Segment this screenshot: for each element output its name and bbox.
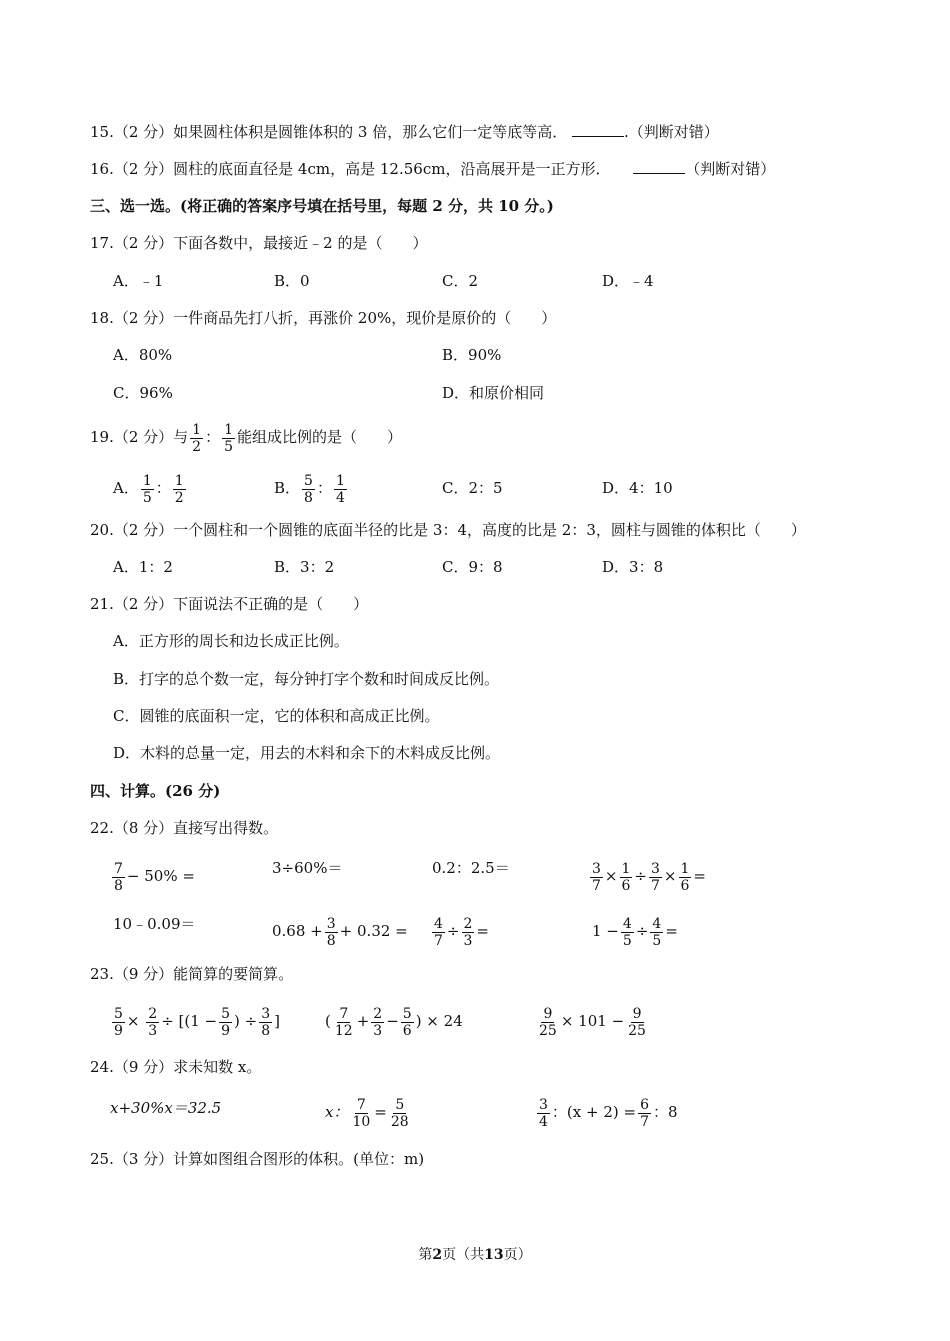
question-16 bbox=[90, 159, 775, 179]
question-23-text: 23.（9 分）能简算的要简算。 bbox=[90, 965, 294, 983]
q20-option-c[interactable]: C．9：8 bbox=[442, 558, 503, 576]
q24-equation-3: $\frac{3}{4}$ ：(x + 2) = $\frac{6}{7}$ ：8 bbox=[539, 1096, 678, 1130]
q17-option-a[interactable]: A．﹣1 bbox=[113, 272, 164, 290]
answer-blank-16[interactable] bbox=[633, 159, 685, 174]
question-15-text: 15.（2 分）如果圆柱体积是圆锥体积的 3 倍，那么它们一定等底等高． bbox=[90, 123, 568, 141]
question-19-post: 能组成比例的是（ ） bbox=[237, 428, 403, 446]
q23-expr-3: $\frac{9}{25}$ × 101 − $\frac{9}{25}$ bbox=[539, 1005, 646, 1039]
q21-option-a[interactable]: A．正方形的周长和边长成正比例。 bbox=[113, 632, 349, 650]
q19-option-b[interactable]: B． $\frac{5}{8}$ ： $\frac{1}{4}$ bbox=[274, 472, 345, 506]
question-15 bbox=[90, 122, 719, 142]
q24-equation-2: x： $\frac{7}{10}$ = $\frac{5}{28}$ bbox=[325, 1096, 409, 1130]
question-18-text: 18.（2 分）一件商品先打八折，再涨价 20%，现价是原价的（ ） bbox=[90, 309, 557, 327]
q22-expr-6: 0.68 + $\frac{3}{8}$ + 0.32 = bbox=[272, 915, 408, 949]
q19-option-a[interactable]: A． $\frac{1}{5}$ ： $\frac{1}{2}$ bbox=[113, 472, 184, 506]
page-footer: 第2页（共13页） bbox=[418, 1247, 532, 1263]
question-24-text: 24.（9 分）求未知数 x。 bbox=[90, 1058, 262, 1076]
question-20-text: 20.（2 分）一个圆柱和一个圆锥的底面半径的比是 3：4，高度的比是 2：3，圆柱与圆锥的体积比（ ） bbox=[90, 521, 806, 539]
q21-option-b[interactable]: B．打字的总个数一定，每分钟打字个数和时间成反比例。 bbox=[113, 670, 500, 688]
section-4-heading: 四、计算。(26 分) bbox=[90, 782, 221, 800]
q22-expr-3: 0.2：2.5＝ bbox=[432, 859, 510, 877]
q21-option-d[interactable]: D．木料的总量一定，用去的木料和余下的木料成反比例。 bbox=[113, 744, 501, 762]
q17-option-c[interactable]: C．2 bbox=[442, 272, 479, 290]
question-19 bbox=[90, 417, 402, 457]
fraction-1-5: $\frac{1}{5}$ bbox=[224, 421, 234, 455]
page-number: 2 bbox=[432, 1247, 443, 1263]
q17-option-d[interactable]: D．﹣4 bbox=[602, 272, 654, 290]
total-pages: 13 bbox=[484, 1247, 504, 1263]
question-16-tail: （判断对错） bbox=[685, 160, 776, 178]
q18-option-a[interactable]: A．80% bbox=[113, 346, 173, 364]
q18-option-d[interactable]: D．和原价相同 bbox=[442, 384, 545, 402]
q22-expr-5: 10﹣0.09＝ bbox=[113, 915, 196, 933]
ratio-colon: ： bbox=[205, 428, 221, 446]
q23-expr-2: ( $\frac{7}{12}$ + $\frac{2}{3}$ − $\frac{5}{6}$ ) × 24 bbox=[325, 1005, 463, 1039]
q22-expr-7: $\frac{4}{7}$ ÷ $\frac{2}{3}$ = bbox=[434, 915, 489, 949]
q19-option-c[interactable]: C．2：5 bbox=[442, 479, 503, 497]
q17-option-b[interactable]: B．0 bbox=[274, 272, 310, 290]
question-15-tail: .（判断对错） bbox=[624, 123, 719, 141]
section-3-heading: 三、选一选。(将正确的答案序号填在括号里，每题 2 分，共 10 分。) bbox=[90, 197, 554, 215]
q24-equation-1: x+30%x＝32.5 bbox=[110, 1099, 222, 1117]
q20-option-a[interactable]: A．1：2 bbox=[113, 558, 173, 576]
q23-expr-1: $\frac{5}{9}$ × $\frac{2}{3}$ ÷ [(1 − $\frac{5}{9}$ ) ÷ $\frac{3}{8}$ ] bbox=[114, 1005, 281, 1039]
q22-expr-1: $\frac{7}{8}$ − 50% = bbox=[114, 860, 195, 894]
q20-option-b[interactable]: B．3：2 bbox=[274, 558, 335, 576]
fraction-1-2: $\frac{1}{2}$ bbox=[192, 421, 202, 455]
q18-option-c[interactable]: C．96% bbox=[113, 384, 173, 402]
question-16-text: 16.（2 分）圆柱的底面直径是 4cm，高是 12.56cm，沿高展开是一正方形． bbox=[90, 160, 611, 178]
q18-option-b[interactable]: B．90% bbox=[442, 346, 502, 364]
question-25-text: 25.（3 分）计算如图组合图形的体积。(单位：m) bbox=[90, 1150, 425, 1168]
q20-option-d[interactable]: D．3：8 bbox=[602, 558, 664, 576]
q19-option-d[interactable]: D．4：10 bbox=[602, 479, 673, 497]
answer-blank-15[interactable] bbox=[572, 122, 624, 137]
question-19-pre: 19.（2 分）与 bbox=[90, 428, 189, 446]
q22-expr-4: $\frac{3}{7}$ × $\frac{1}{6}$ ÷ $\frac{3}{7}$ × $\frac{1}{6}$ = bbox=[592, 860, 706, 894]
question-17-text: 17.（2 分）下面各数中，最接近﹣2 的是（ ） bbox=[90, 234, 428, 252]
q21-option-c[interactable]: C．圆锥的底面积一定，它的体积和高成正比例。 bbox=[113, 707, 440, 725]
question-22-text: 22.（8 分）直接写出得数。 bbox=[90, 819, 279, 837]
question-21-text: 21.（2 分）下面说法不正确的是（ ） bbox=[90, 595, 369, 613]
q22-expr-2: 3÷60%＝ bbox=[272, 859, 343, 877]
q22-expr-8: 1 − $\frac{4}{5}$ ÷ $\frac{4}{5}$ = bbox=[592, 915, 678, 949]
